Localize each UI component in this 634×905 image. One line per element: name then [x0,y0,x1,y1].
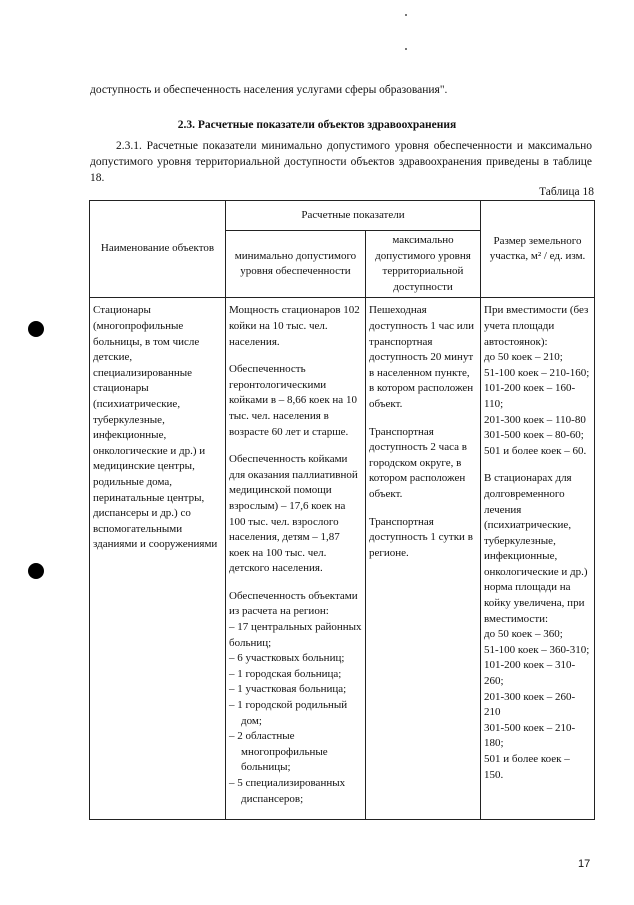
header-group: Расчетные показатели [226,201,481,231]
max-block: Пешеходная доступность 1 час или транспортная доступность 20 минут в населенном пункте, в котором расположен объект. [369,304,474,410]
min-list-item: – 1 городской родильный дом; [229,699,348,727]
scan-speck [405,14,407,16]
health-objects-table [89,200,595,820]
cell-max-access [366,298,481,820]
section-heading: 2.3. Расчетные показатели объектов здравоохранения [177,119,457,131]
min-block: Мощность стационаров 102 койки на 10 тыс. чел. населения. [229,304,360,348]
size-item: 101-200 коек – 160-110; [484,382,576,410]
min-block: Обеспеченность объектами из расчета на регион: [229,589,358,618]
header-min: минимально допустимого уровня обеспеченности [226,231,366,298]
lead-line: доступность и обеспеченность населения услугами сферы образования". [90,84,448,96]
size-intro: При вместимости (без учета площади автостоянок): [484,304,589,348]
size-item: 501 и более коек – 150. [484,753,570,781]
min-list-item: – 1 городская больница; [229,667,342,680]
scan-speck [405,48,407,50]
punch-hole [28,321,44,337]
min-list-item: – 6 участковых больниц; [229,652,345,665]
table-row [90,298,595,820]
size-item: 51-100 коек – 210-160; [484,366,590,379]
page-number: 17 [578,858,591,870]
size-item: до 50 коек – 210; [484,351,563,364]
size-item: 201-300 коек – 260-210 [484,690,576,719]
min-block: Обеспеченность койками для оказания паллиативной медицинской помощи взрослым) – 17,6 коек на 100 тыс. чел. взрослого населения, детям – 1,87 коек на 100 тыс. чел. детского населения. [229,453,358,575]
size-item: 51-100 коек – 360-310; [484,643,590,656]
min-block: Обеспеченность геронтологическими койками в – 8,66 коек на 10 тыс. чел. населения в возрасте 60 лет и старше. [229,363,357,438]
max-block: Транспортная доступность 1 сутки в регионе. [369,515,473,559]
size-item: 301-500 коек – 210-180; [484,721,576,750]
min-list-item: – 2 областные многопрофильные больницы; [229,730,328,774]
size-item: 101-200 коек – 310-260; [484,659,576,688]
min-list-item: – 1 участковая больница; [229,683,347,696]
min-list-item: – 17 центральных районных больниц; [229,621,362,649]
header-name: Наименование объектов [90,201,226,298]
header-max: максимально допустимого уровня территориальной доступности [366,231,481,298]
cell-land-size [481,298,595,820]
table-label: Таблица 18 [539,186,594,198]
size-item: 301-500 коек – 80-60; [484,429,584,442]
punch-hole [28,563,44,579]
size-item: 201-300 коек – 110-80 [484,413,586,426]
max-block: Транспортная доступность 2 часа в городском округе, в котором расположен объект. [369,425,467,500]
cell-object-name: Стационары (многопрофильные больницы, в том числе детские, специализированные стационары (психиатрические, туберкулезные, инфекционные, онкологические и др.) и медицинские центры, родильные дома, перинатальные центры, диспансеры и др.) со вспомогательными зданиями и сооружениями [90,298,226,820]
size-note: В стационарах для долговременного лечения (психиатрические, туберкулезные, инфекционные, онкологические и др.) норма площади на койку увеличена, при вместимости: [484,472,588,625]
intro-paragraph: 2.3.1. Расчетные показатели минимально допустимого уровня обеспеченности и максимально допустимого уровня территориальной доступности объектов здравоохранения приведены в таблице 18. [90,140,592,184]
min-list-item: – 5 специализированных диспансеров; [229,777,346,805]
size-item: до 50 коек – 360; [484,628,563,641]
size-item: 501 и более коек – 60. [484,444,587,457]
cell-min-level [226,298,366,820]
header-size: Размер земельного участка, м² / ед. изм. [481,201,595,298]
